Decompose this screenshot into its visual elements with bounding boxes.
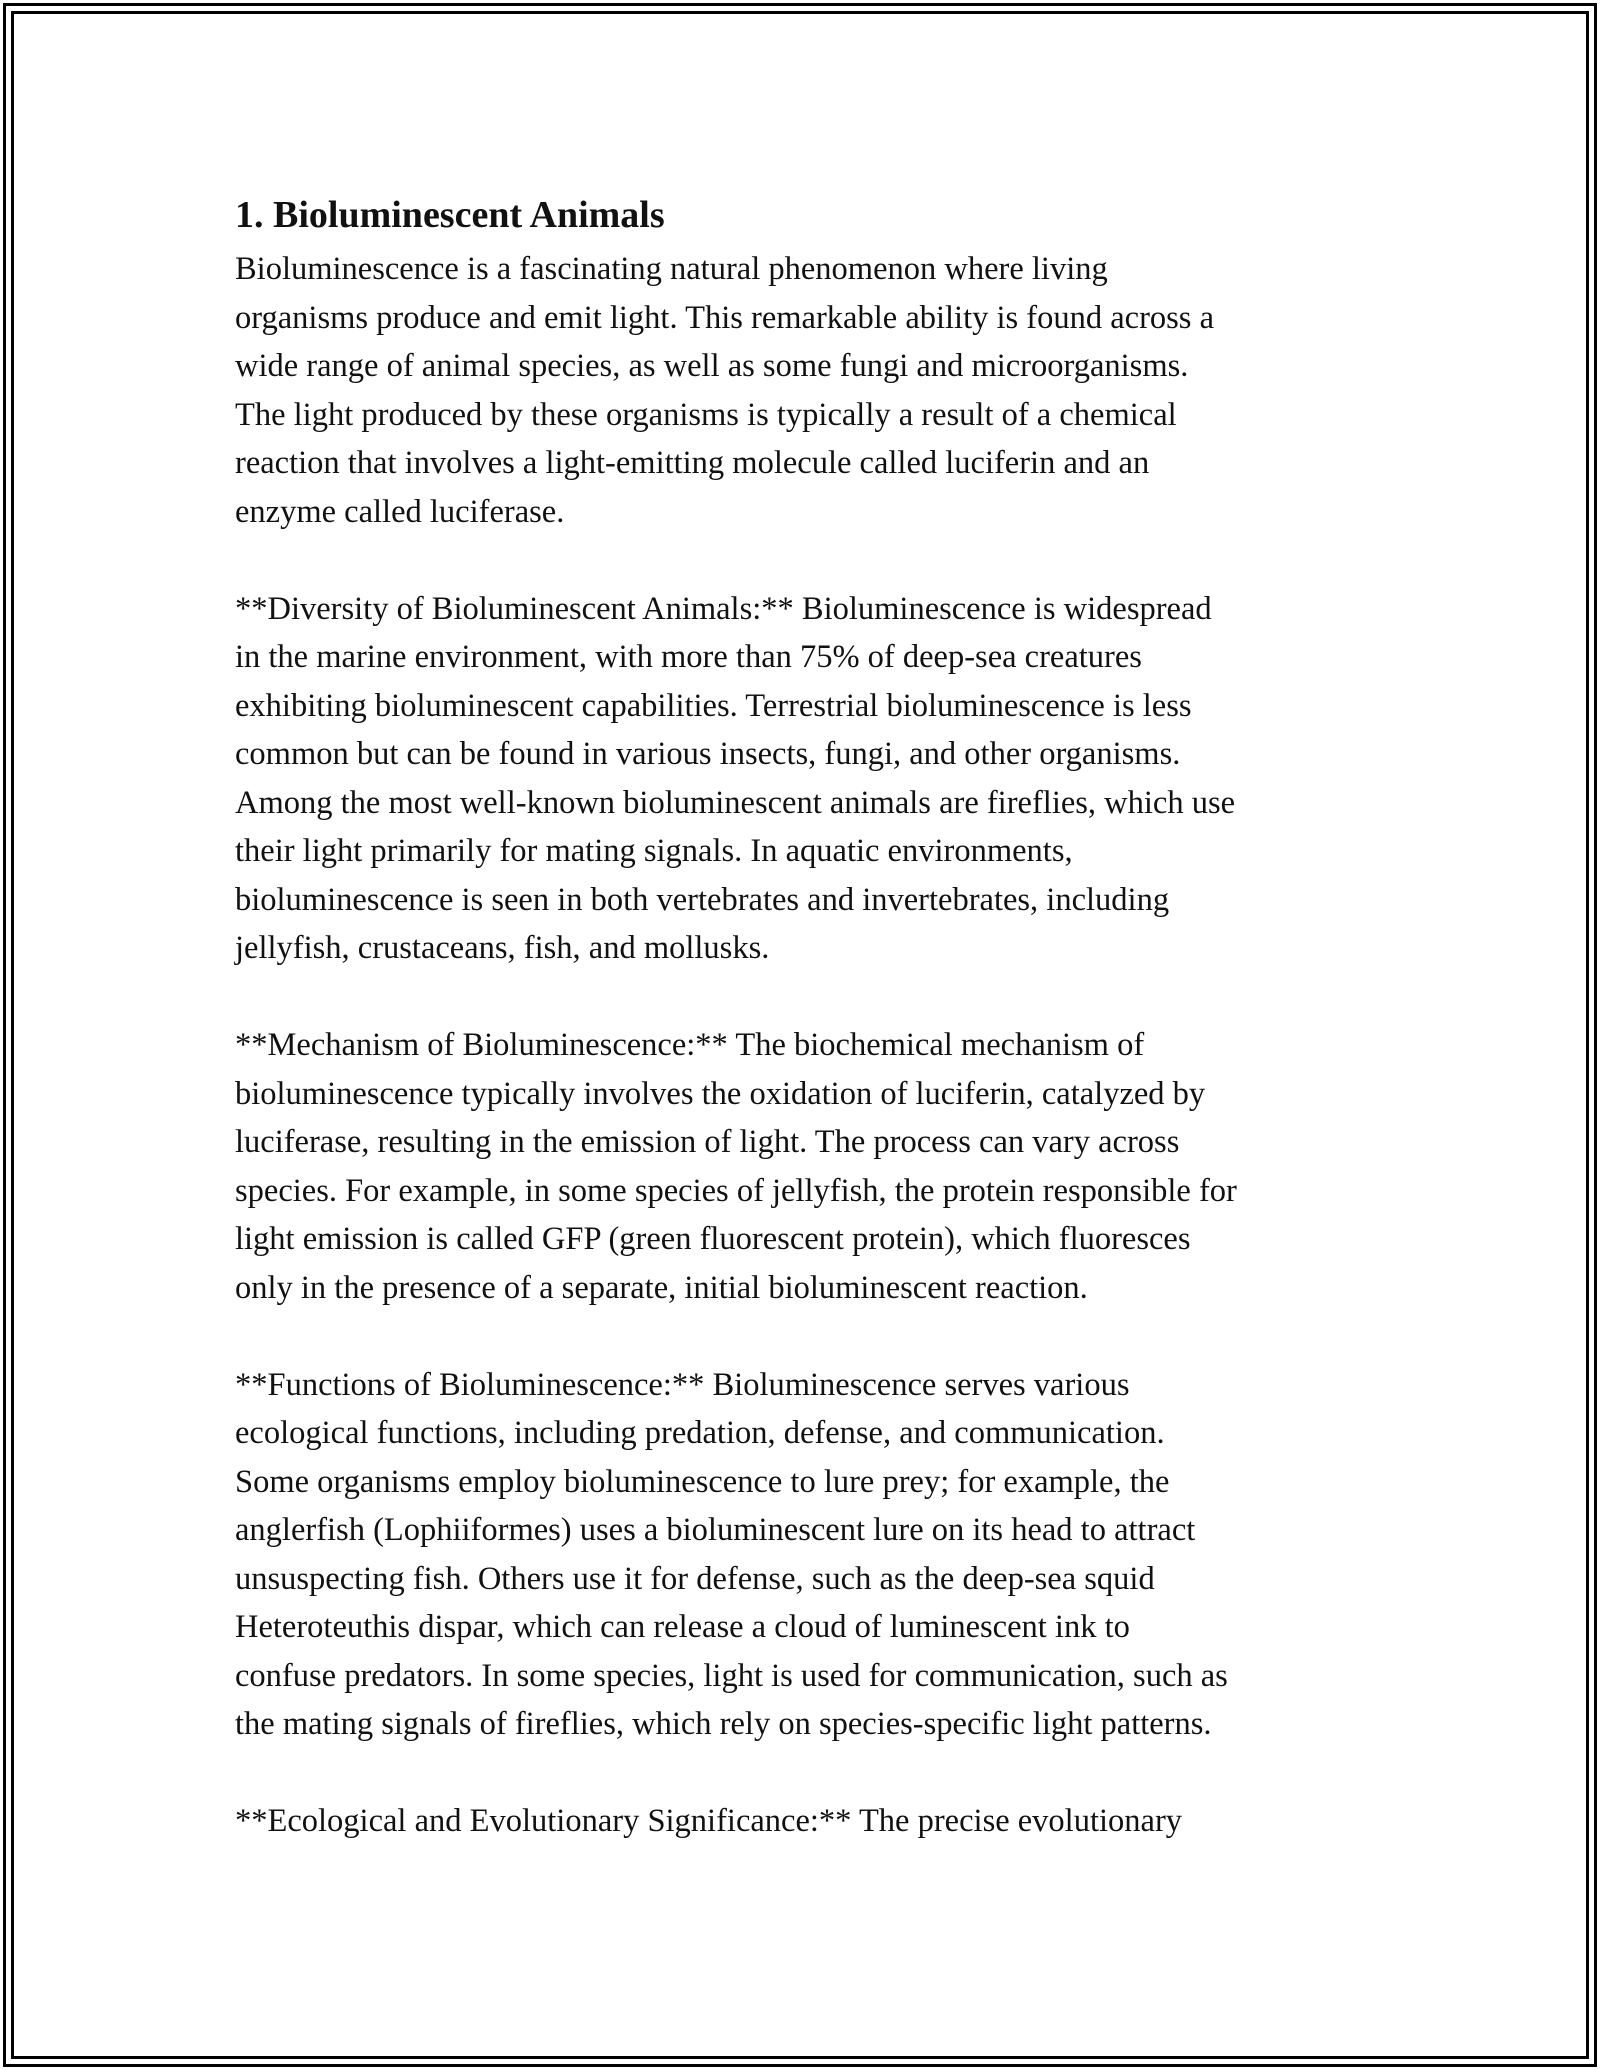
- body-paragraph: [235, 1361, 1375, 1749]
- paragraph-list: [235, 245, 1375, 1846]
- body-paragraph: [235, 585, 1375, 973]
- text-line: Some organisms employ bioluminescence to lure prey; for example, the: [235, 1463, 1170, 1500]
- document-body: [235, 185, 1375, 1846]
- text-line: exhibiting bioluminescent capabilities. Terrestrial bioluminescence is less: [235, 687, 1192, 724]
- text-line: reaction that involves a light-emitting molecule called luciferin and an: [235, 445, 1150, 481]
- text-line: enzyme called luciferase.: [235, 493, 565, 530]
- body-paragraph: [235, 1021, 1375, 1312]
- text-line: Heteroteuthis dispar, which can release a cloud of luminescent ink to: [235, 1609, 1130, 1645]
- text-line: luciferase, resulting in the emission of light. The process can vary across: [235, 1124, 1180, 1160]
- text-line: only in the presence of a separate, initial bioluminescent reaction.: [235, 1269, 1088, 1306]
- text-line: anglerfish (Lophiiformes) uses a bioluminescent lure on its head to attract: [235, 1512, 1196, 1548]
- text-line: the mating signals of fireflies, which rely on species-specific light patterns.: [235, 1706, 1212, 1742]
- text-line: **Ecological and Evolutionary Significance:** The precise evolutionary: [235, 1803, 1183, 1839]
- text-line: confuse predators. In some species, light is used for communication, such as: [235, 1657, 1228, 1694]
- text-line: Bioluminescence is a fascinating natural phenomenon where living: [235, 251, 1108, 287]
- text-line: bioluminescence is seen in both vertebrates and invertebrates, including: [235, 881, 1170, 918]
- body-paragraph: [235, 1797, 1375, 1846]
- text-line: **Diversity of Bioluminescent Animals:** Bioluminescence is widespread: [235, 590, 1212, 627]
- text-line: species. For example, in some species of jellyfish, the protein responsible for: [235, 1172, 1237, 1209]
- text-line: bioluminescence typically involves the oxidation of luciferin, catalyzed by: [235, 1075, 1206, 1112]
- body-paragraph: [235, 245, 1375, 536]
- text-line: unsuspecting fish. Others use it for defense, such as the deep-sea squid: [235, 1560, 1155, 1597]
- text-line: their light primarily for mating signals. In aquatic environments,: [235, 833, 1073, 869]
- text-line: The light produced by these organisms is typically a result of a chemical: [235, 396, 1177, 433]
- text-line: jellyfish, crustaceans, fish, and mollusks.: [235, 930, 770, 966]
- text-line: organisms produce and emit light. This remarkable ability is found across a: [235, 299, 1214, 336]
- text-line: light emission is called GFP (green fluorescent protein), which fluoresces: [235, 1221, 1191, 1257]
- text-line: wide range of animal species, as well as some fungi and microorganisms.: [235, 348, 1189, 384]
- text-line: in the marine environment, with more than 75% of deep-sea creatures: [235, 639, 1142, 675]
- text-line: common but can be found in various insects, fungi, and other organisms.: [235, 736, 1181, 772]
- text-line: Among the most well-known bioluminescent animals are fireflies, which use: [235, 784, 1236, 821]
- text-line: **Functions of Bioluminescence:** Bioluminescence serves various: [235, 1366, 1130, 1403]
- section-heading: 1. Bioluminescent Animals: [235, 194, 665, 236]
- text-line: ecological functions, including predation, defense, and communication.: [235, 1415, 1165, 1451]
- text-line: **Mechanism of Bioluminescence:** The biochemical mechanism of: [235, 1027, 1145, 1063]
